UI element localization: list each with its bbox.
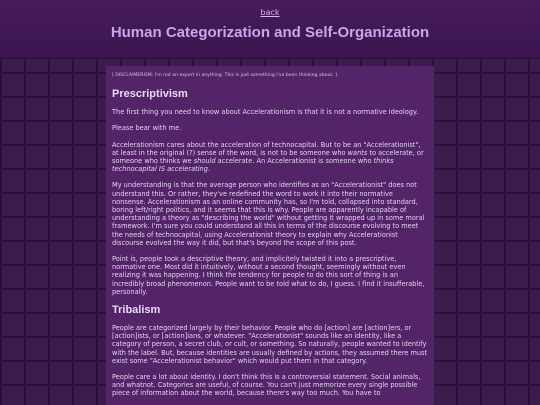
page-title: Human Categorization and Self-Organization: [110, 24, 430, 41]
section-heading: Prescriptivism: [112, 88, 188, 101]
disclaimer: [ DISCLAIMERISM: I'm not an expert in anything. This is just something I've been thinking about. ]: [112, 73, 337, 78]
paragraph: Point is, people took a descriptive theory, and implicitely twisted it into a prescriptive, normative one. Most did it intuitively, without a second thought, seemingly without even realizing it was happening. I think the tendency for people to do this sort of thing is an incredibly broad phenomenon. People want to be told what to do, I guess. I find it insufferable, personally.: [112, 255, 425, 296]
paragraph: My understanding is that the average person who identifies as an "Accelerationist" does not understand this. Or rather, they've redefined the word to work it into their normative nonsense. Accelerationism as an online community has, so I'm told, collapsed into standard, boring left/right politics, and it seems that this is why. People are apparently incapable of understanding a theory as "describing the world" without getting it wrapped up in some moral framework. I'm sure you could understand all this in terms of the discourse evolving to meet the needs of technocapital, using Accelerationist theory to explain why Accelerationist discourse evolved the way it did, but that's beyond the scope of this post.: [112, 181, 425, 247]
paragraph: The first thing you need to know about Accelerationism is that it is not a normative ideology.: [112, 108, 419, 117]
article-sections: [112, 88, 428, 397]
paragraph: People are categorized largely by their behavior. People who do [action] are [action]ers, or [action]ists, or [action]ians, or whatever. "Accelerationist" sounds like an identity, like a category of person, a secret club, or cult, or something. So naturally, people wanted to identify with the label. But, because identities are usually defined by actions, they assumed there must exist some "Accelerationist behavior" which would put them in that category.: [112, 324, 428, 365]
header-banner: [0, 0, 540, 59]
emphasis-text: thinks technocapital IS accelerating: [112, 157, 394, 174]
paragraph: Please bear with me.: [112, 124, 182, 133]
back-link[interactable]: back: [260, 8, 280, 17]
article-content: [106, 66, 434, 405]
emphasis-text: wants: [347, 148, 368, 157]
section-heading: Tribalism: [112, 304, 161, 317]
paragraph: People care a lot about identity. I don't think this is a controversial statement. Social animals, and whatnot. Categories are useful, of course. You can't just memorize every single possible piece of information about the world, because there's way too much. You have to: [112, 373, 421, 398]
paragraph: Accelerationism cares about the acceleration of technocapital. But to be an "Accelerationist", at least in the original (?) sense of the word, is not to be someone who wants to accelerate, or someone who thinks we should accelerate. An Accelerationist is someone who thinks technocapital IS accelerating.: [112, 140, 424, 174]
emphasis-text: should: [193, 157, 216, 166]
